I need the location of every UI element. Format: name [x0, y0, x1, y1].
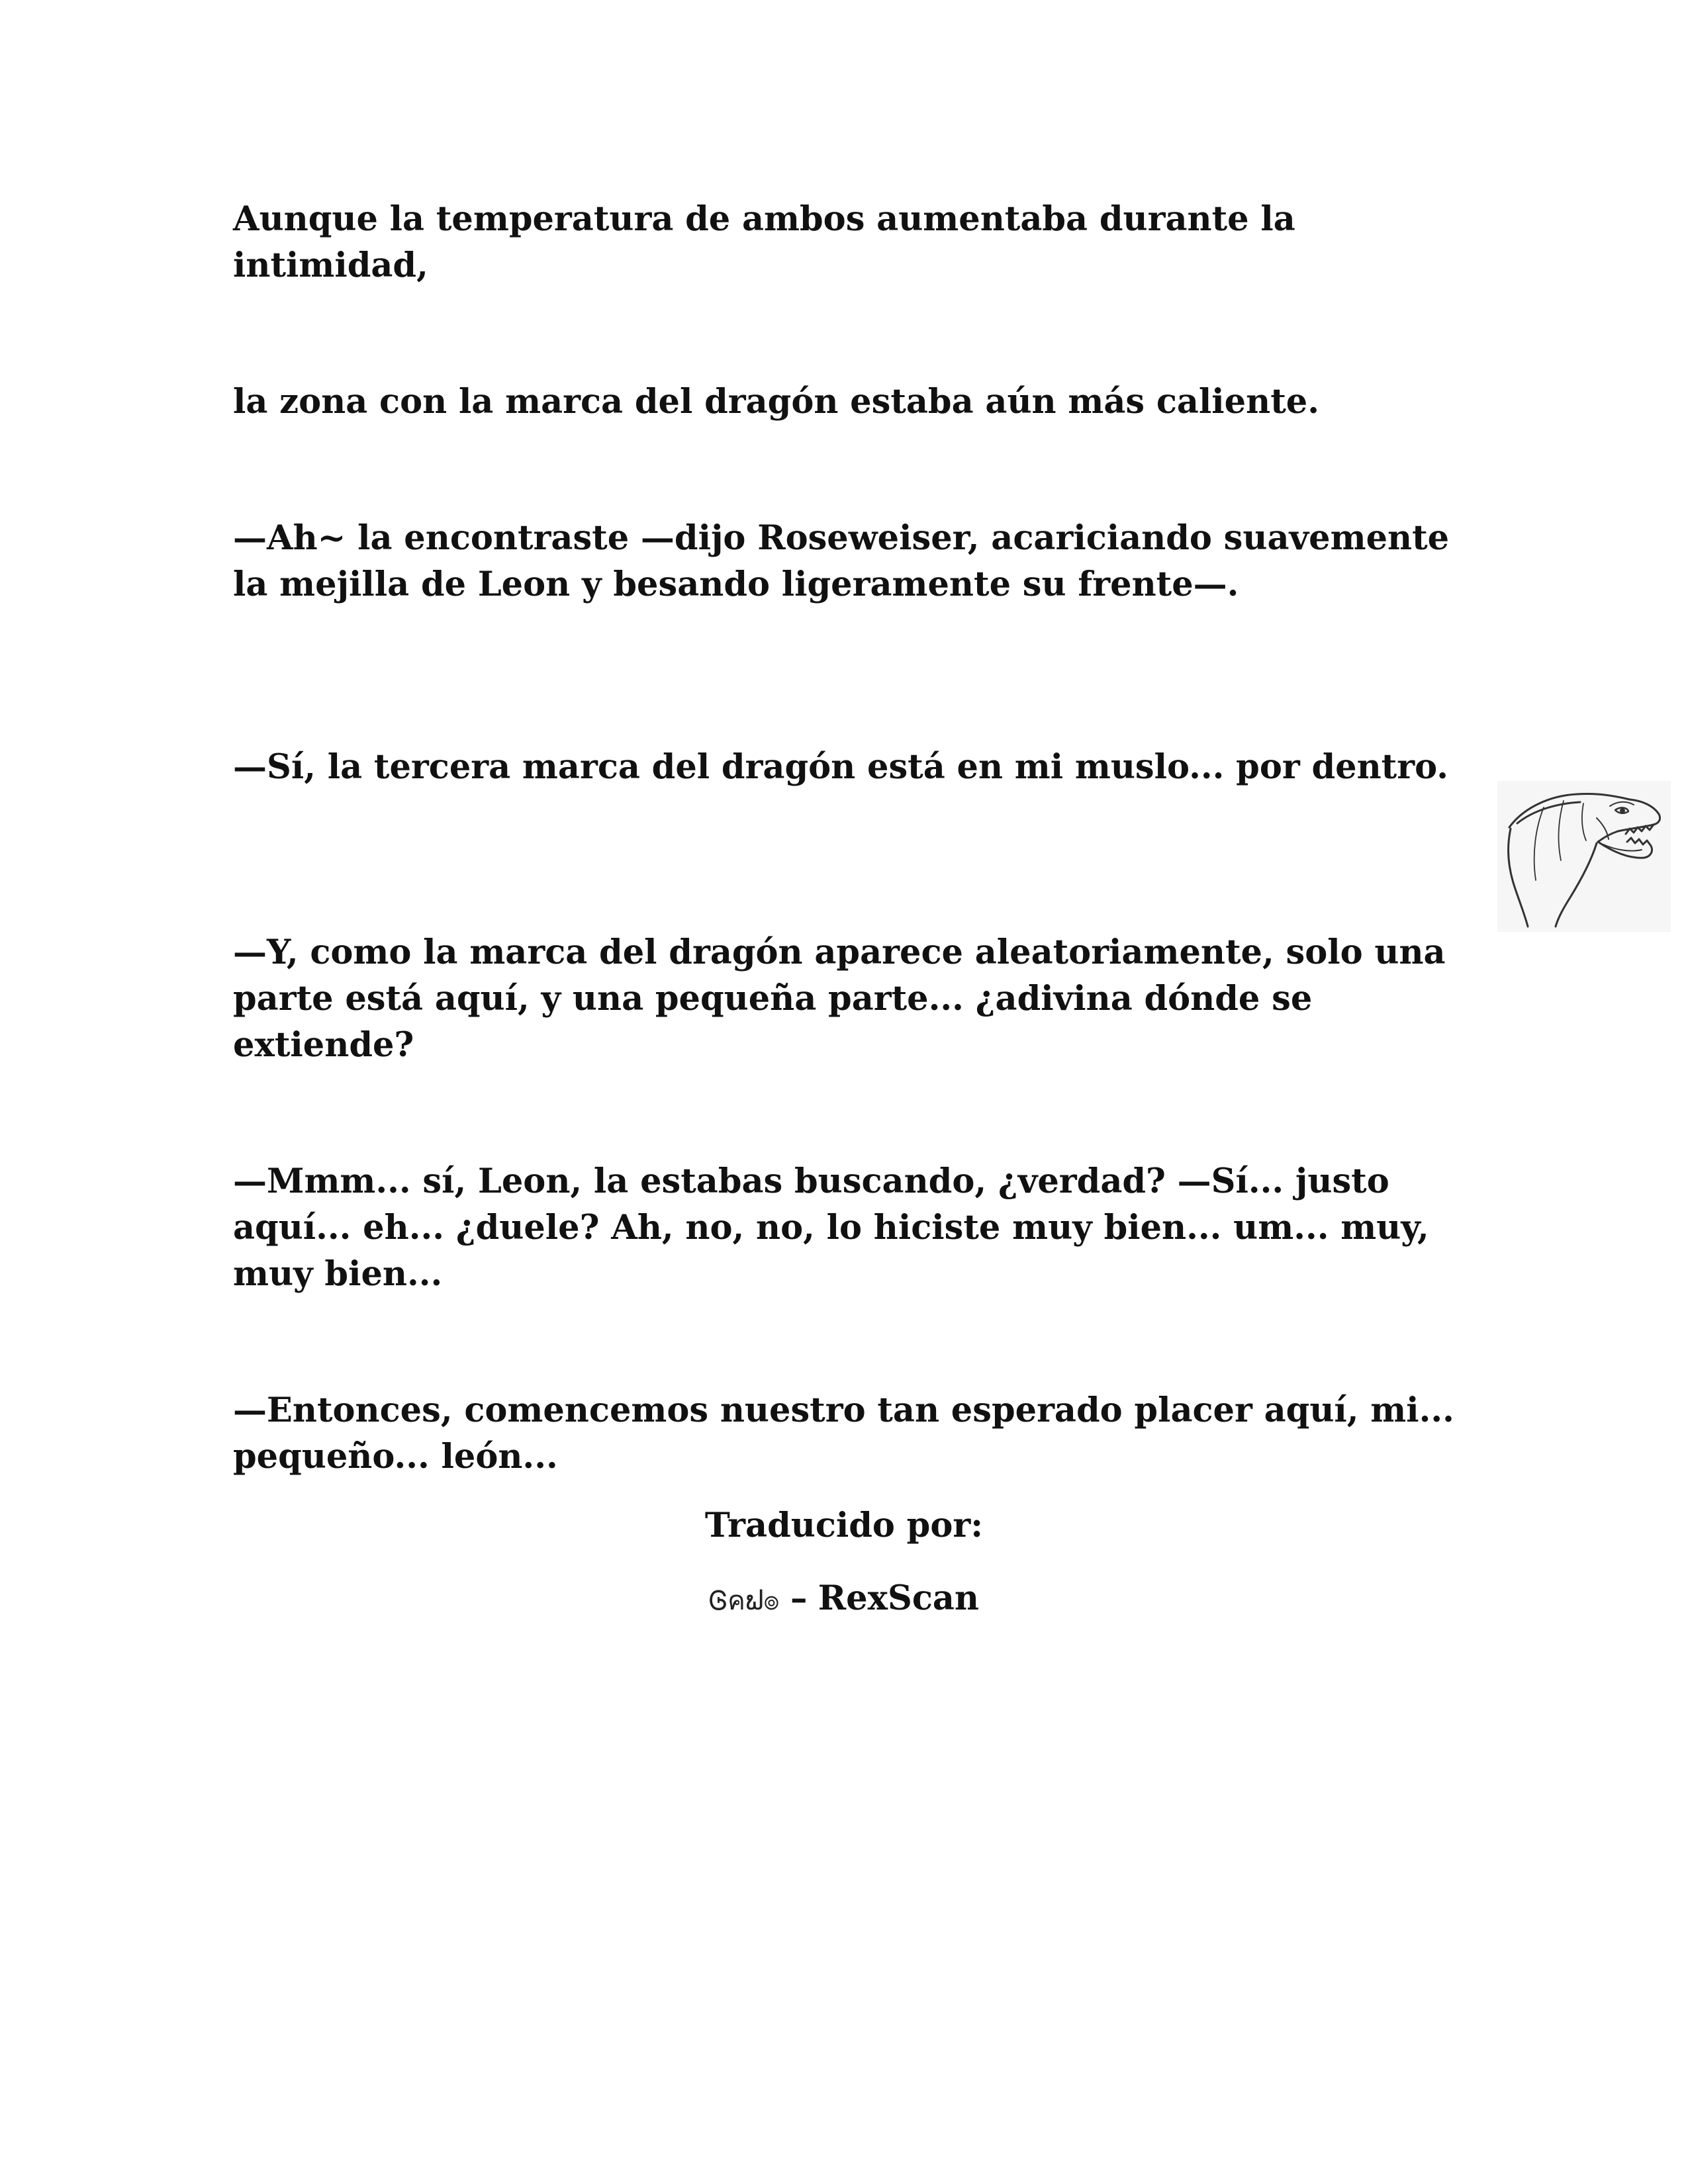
- paragraph-7: —Entonces, comencemos nuestro tan esperado placer aquí, mi... pequeño... león...: [233, 1390, 1454, 1477]
- paragraph-1: Aunque la temperatura de ambos aumentaba durante la intimidad,: [233, 199, 1295, 285]
- credits-name: RexScan: [818, 1578, 980, 1618]
- credits-label: Traducido por:: [704, 1506, 984, 1545]
- paragraph-3: —Ah~ la encontraste —dijo Roseweiser, acariciando suavemente la mejilla de Leon y besando ligeramente su frente—.: [233, 518, 1450, 604]
- credits-glyphs: Ꮆคຟ๏: [708, 1586, 780, 1616]
- dinosaur-head-sketch-icon: [1497, 781, 1671, 932]
- paragraph-4: —Sí, la tercera marca del dragón está en mi muslo... por dentro.: [233, 747, 1448, 787]
- paragraph-6: —Mmm... sí, Leon, la estabas buscando, ¿verdad? —Sí... justo aquí... eh... ¿duele? Ah, no, no, lo hiciste muy bien... um... muy, muy bien...: [233, 1161, 1429, 1294]
- credits-separator: –: [790, 1578, 808, 1618]
- paragraph-2: la zona con la marca del dragón estaba aún más caliente.: [233, 382, 1319, 422]
- credits-line: [0, 1575, 1688, 1624]
- paragraph-5: —Y, como la marca del dragón aparece aleatoriamente, solo una parte está aquí, y una pequeña parte... ¿adivina dónde se extiende?: [233, 933, 1446, 1065]
